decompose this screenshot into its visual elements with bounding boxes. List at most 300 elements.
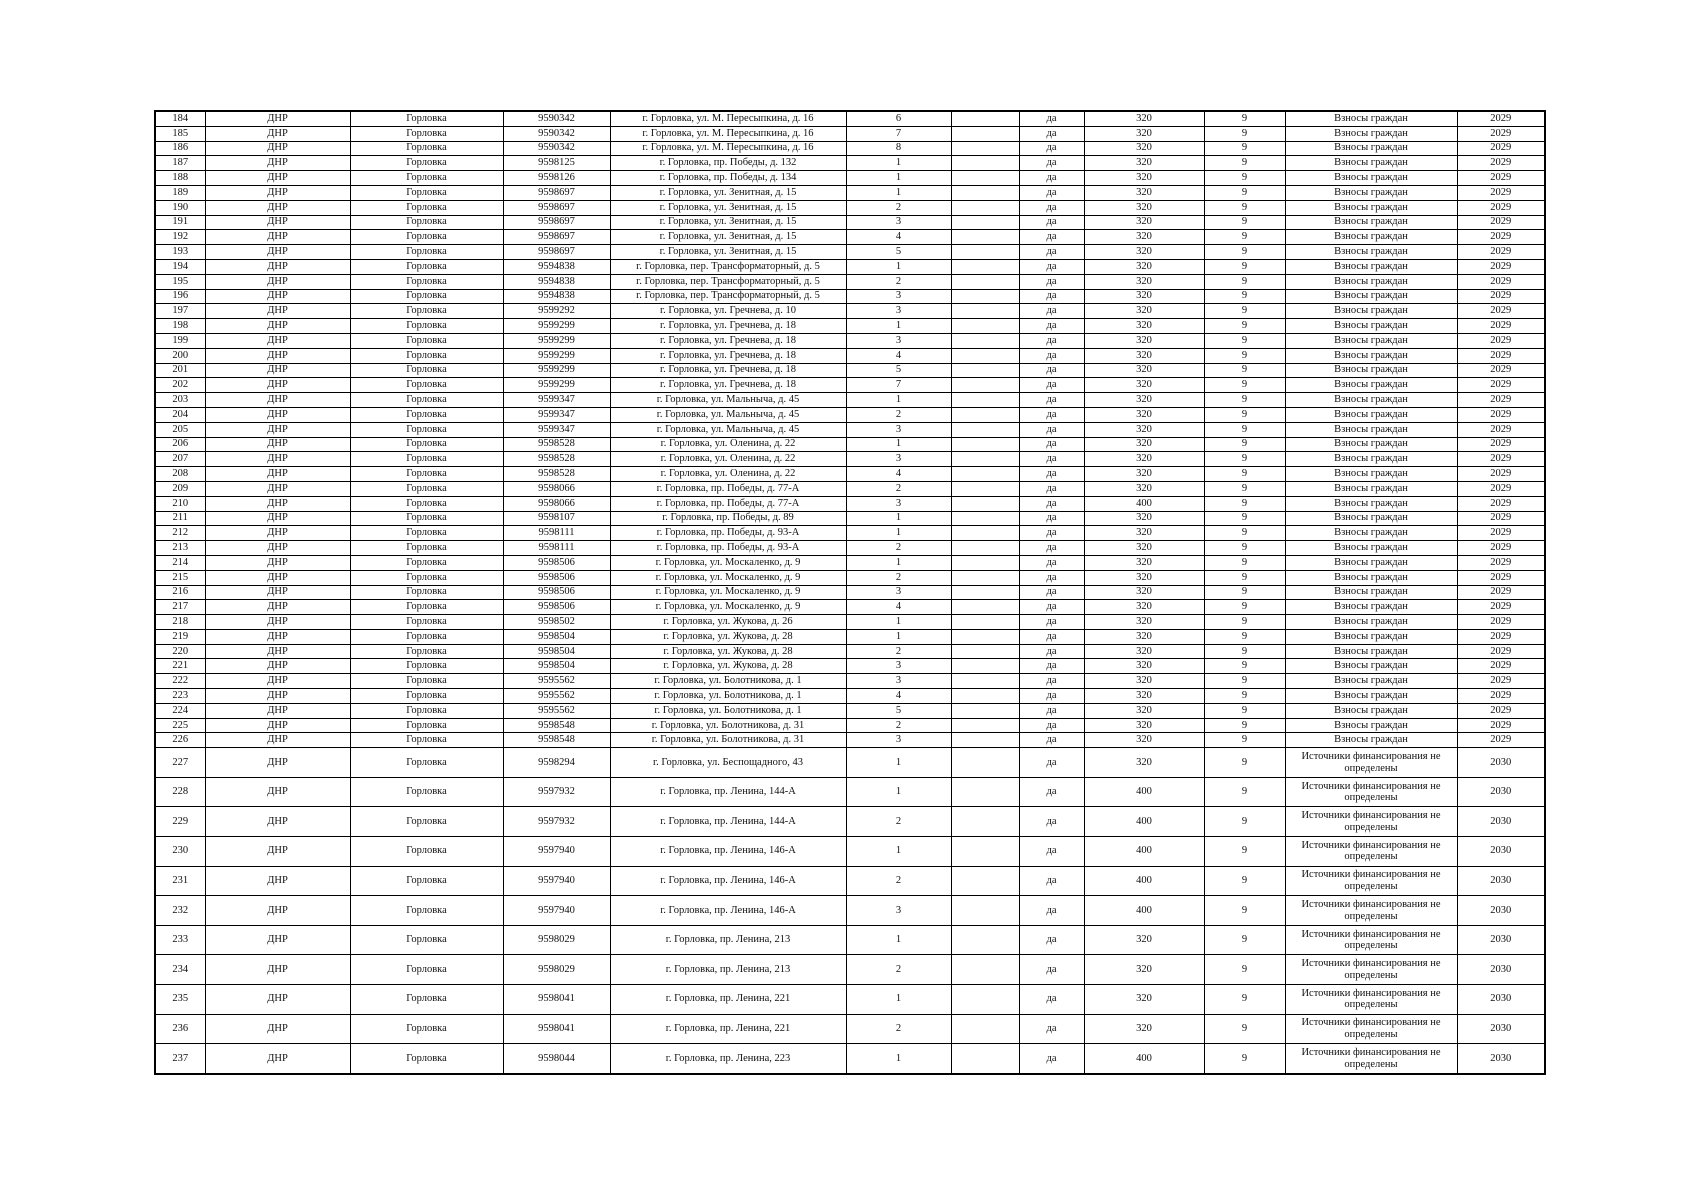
row-number-cell: 220 xyxy=(155,644,205,659)
funding-source-cell: Источники финансирования не определены xyxy=(1285,985,1457,1015)
object-code-cell: 9599292 xyxy=(503,304,610,319)
city-cell: Горловка xyxy=(350,585,503,600)
city-cell: Горловка xyxy=(350,333,503,348)
row-number-cell: 186 xyxy=(155,141,205,156)
year-cell: 2029 xyxy=(1457,526,1545,541)
row-number-cell: 189 xyxy=(155,185,205,200)
object-code-cell: 9599299 xyxy=(503,363,610,378)
flag-cell: да xyxy=(1019,718,1084,733)
entrance-cell: 5 xyxy=(846,245,951,260)
funding-source-cell: Взносы граждан xyxy=(1285,541,1457,556)
flag-cell: да xyxy=(1019,437,1084,452)
flag-cell: да xyxy=(1019,333,1084,348)
blank-cell-cell xyxy=(951,437,1019,452)
region-cell: ДНР xyxy=(205,925,350,955)
flag-cell: да xyxy=(1019,496,1084,511)
value-cell: 320 xyxy=(1084,156,1204,171)
city-cell: Горловка xyxy=(350,437,503,452)
value-cell: 320 xyxy=(1084,230,1204,245)
funding-source-cell: Взносы граждан xyxy=(1285,200,1457,215)
table-row xyxy=(155,126,1545,141)
year-cell: 2029 xyxy=(1457,629,1545,644)
address-cell: г. Горловка, пер. Трансформаторный, д. 5 xyxy=(610,289,846,304)
object-code-cell: 9598697 xyxy=(503,245,610,260)
region-cell: ДНР xyxy=(205,718,350,733)
floors-cell: 9 xyxy=(1204,1044,1285,1074)
flag-cell: да xyxy=(1019,481,1084,496)
table-row xyxy=(155,156,1545,171)
flag-cell: да xyxy=(1019,570,1084,585)
address-cell: г. Горловка, ул. Мальныча, д. 45 xyxy=(610,393,846,408)
floors-cell: 9 xyxy=(1204,407,1285,422)
flag-cell: да xyxy=(1019,925,1084,955)
address-cell: г. Горловка, пр. Ленина, 221 xyxy=(610,985,846,1015)
entrance-cell: 1 xyxy=(846,837,951,867)
entrance-cell: 1 xyxy=(846,555,951,570)
flag-cell: да xyxy=(1019,363,1084,378)
address-cell: г. Горловка, ул. Зенитная, д. 15 xyxy=(610,185,846,200)
blank-cell-cell xyxy=(951,496,1019,511)
object-code-cell: 9598528 xyxy=(503,452,610,467)
table-row xyxy=(155,1044,1545,1074)
floors-cell: 9 xyxy=(1204,629,1285,644)
table-row xyxy=(155,955,1545,985)
blank-cell-cell xyxy=(951,674,1019,689)
blank-cell-cell xyxy=(951,526,1019,541)
entrance-cell: 1 xyxy=(846,511,951,526)
row-number-cell: 212 xyxy=(155,526,205,541)
funding-source-cell: Взносы граждан xyxy=(1285,245,1457,260)
year-cell: 2029 xyxy=(1457,555,1545,570)
object-code-cell: 9597932 xyxy=(503,807,610,837)
funding-source-cell: Взносы граждан xyxy=(1285,333,1457,348)
value-cell: 400 xyxy=(1084,807,1204,837)
floors-cell: 9 xyxy=(1204,304,1285,319)
table-row xyxy=(155,985,1545,1015)
funding-source-cell: Взносы граждан xyxy=(1285,422,1457,437)
value-cell: 320 xyxy=(1084,644,1204,659)
row-number-cell: 195 xyxy=(155,274,205,289)
flag-cell: да xyxy=(1019,644,1084,659)
address-cell: г. Горловка, ул. Мальныча, д. 45 xyxy=(610,422,846,437)
value-cell: 320 xyxy=(1084,733,1204,748)
flag-cell: да xyxy=(1019,511,1084,526)
table-row xyxy=(155,407,1545,422)
floors-cell: 9 xyxy=(1204,659,1285,674)
funding-source-cell: Источники финансирования не определены xyxy=(1285,777,1457,807)
year-cell: 2029 xyxy=(1457,259,1545,274)
entrance-cell: 3 xyxy=(846,215,951,230)
funding-source-cell: Взносы граждан xyxy=(1285,570,1457,585)
address-cell: г. Горловка, пр. Ленина, 146-А xyxy=(610,866,846,896)
register-table xyxy=(154,110,1546,1075)
funding-source-cell: Взносы граждан xyxy=(1285,437,1457,452)
value-cell: 320 xyxy=(1084,452,1204,467)
table-row xyxy=(155,570,1545,585)
year-cell: 2030 xyxy=(1457,748,1545,778)
table-row xyxy=(155,437,1545,452)
region-cell: ДНР xyxy=(205,689,350,704)
funding-source-cell: Взносы граждан xyxy=(1285,511,1457,526)
funding-source-cell: Взносы граждан xyxy=(1285,526,1457,541)
address-cell: г. Горловка, пр. Победы, д. 93-А xyxy=(610,541,846,556)
table-row xyxy=(155,600,1545,615)
address-cell: г. Горловка, ул. Оленина, д. 22 xyxy=(610,467,846,482)
blank-cell-cell xyxy=(951,407,1019,422)
address-cell: г. Горловка, пр. Ленина, 146-А xyxy=(610,837,846,867)
table-row xyxy=(155,304,1545,319)
address-cell: г. Горловка, пр. Ленина, 213 xyxy=(610,925,846,955)
flag-cell: да xyxy=(1019,733,1084,748)
region-cell: ДНР xyxy=(205,215,350,230)
city-cell: Горловка xyxy=(350,896,503,926)
region-cell: ДНР xyxy=(205,896,350,926)
year-cell: 2029 xyxy=(1457,644,1545,659)
address-cell: г. Горловка, ул. Болотникова, д. 1 xyxy=(610,674,846,689)
object-code-cell: 9599299 xyxy=(503,319,610,334)
table-row xyxy=(155,185,1545,200)
entrance-cell: 1 xyxy=(846,156,951,171)
year-cell: 2029 xyxy=(1457,600,1545,615)
flag-cell: да xyxy=(1019,393,1084,408)
floors-cell: 9 xyxy=(1204,215,1285,230)
row-number-cell: 222 xyxy=(155,674,205,689)
object-code-cell: 9595562 xyxy=(503,703,610,718)
value-cell: 320 xyxy=(1084,748,1204,778)
table-row xyxy=(155,837,1545,867)
floors-cell: 9 xyxy=(1204,171,1285,186)
region-cell: ДНР xyxy=(205,407,350,422)
city-cell: Горловка xyxy=(350,555,503,570)
year-cell: 2029 xyxy=(1457,541,1545,556)
blank-cell-cell xyxy=(951,703,1019,718)
value-cell: 320 xyxy=(1084,185,1204,200)
city-cell: Горловка xyxy=(350,141,503,156)
table-row xyxy=(155,896,1545,926)
region-cell: ДНР xyxy=(205,985,350,1015)
floors-cell: 9 xyxy=(1204,896,1285,926)
address-cell: г. Горловка, ул. Оленина, д. 22 xyxy=(610,437,846,452)
city-cell: Горловка xyxy=(350,703,503,718)
object-code-cell: 9598111 xyxy=(503,526,610,541)
blank-cell-cell xyxy=(951,467,1019,482)
flag-cell: да xyxy=(1019,156,1084,171)
funding-source-cell: Взносы граждан xyxy=(1285,452,1457,467)
table-row xyxy=(155,378,1545,393)
row-number-cell: 219 xyxy=(155,629,205,644)
blank-cell-cell xyxy=(951,777,1019,807)
entrance-cell: 3 xyxy=(846,585,951,600)
object-code-cell: 9598506 xyxy=(503,600,610,615)
blank-cell-cell xyxy=(951,511,1019,526)
city-cell: Горловка xyxy=(350,955,503,985)
row-number-cell: 210 xyxy=(155,496,205,511)
address-cell: г. Горловка, пр. Победы, д. 132 xyxy=(610,156,846,171)
address-cell: г. Горловка, ул. Гречнева, д. 18 xyxy=(610,348,846,363)
address-cell: г. Горловка, ул. Жукова, д. 28 xyxy=(610,644,846,659)
address-cell: г. Горловка, ул. Гречнева, д. 18 xyxy=(610,319,846,334)
object-code-cell: 9597940 xyxy=(503,866,610,896)
year-cell: 2029 xyxy=(1457,615,1545,630)
row-number-cell: 237 xyxy=(155,1044,205,1074)
region-cell: ДНР xyxy=(205,259,350,274)
blank-cell-cell xyxy=(951,955,1019,985)
city-cell: Горловка xyxy=(350,230,503,245)
row-number-cell: 214 xyxy=(155,555,205,570)
value-cell: 320 xyxy=(1084,348,1204,363)
floors-cell: 9 xyxy=(1204,837,1285,867)
year-cell: 2030 xyxy=(1457,777,1545,807)
entrance-cell: 1 xyxy=(846,615,951,630)
funding-source-cell: Взносы граждан xyxy=(1285,481,1457,496)
floors-cell: 9 xyxy=(1204,230,1285,245)
entrance-cell: 2 xyxy=(846,1014,951,1044)
table-row xyxy=(155,1014,1545,1044)
region-cell: ДНР xyxy=(205,555,350,570)
floors-cell: 9 xyxy=(1204,156,1285,171)
flag-cell: да xyxy=(1019,348,1084,363)
funding-source-cell: Взносы граждан xyxy=(1285,363,1457,378)
city-cell: Горловка xyxy=(350,304,503,319)
row-number-cell: 221 xyxy=(155,659,205,674)
funding-source-cell: Взносы граждан xyxy=(1285,319,1457,334)
floors-cell: 9 xyxy=(1204,703,1285,718)
floors-cell: 9 xyxy=(1204,1014,1285,1044)
object-code-cell: 9599299 xyxy=(503,333,610,348)
address-cell: г. Горловка, ул. Мальныча, д. 45 xyxy=(610,407,846,422)
floors-cell: 9 xyxy=(1204,437,1285,452)
funding-source-cell: Взносы граждан xyxy=(1285,585,1457,600)
floors-cell: 9 xyxy=(1204,333,1285,348)
blank-cell-cell xyxy=(951,659,1019,674)
funding-source-cell: Источники финансирования не определены xyxy=(1285,1044,1457,1074)
table-row xyxy=(155,644,1545,659)
flag-cell: да xyxy=(1019,807,1084,837)
region-cell: ДНР xyxy=(205,777,350,807)
region-cell: ДНР xyxy=(205,733,350,748)
entrance-cell: 2 xyxy=(846,200,951,215)
flag-cell: да xyxy=(1019,274,1084,289)
region-cell: ДНР xyxy=(205,363,350,378)
row-number-cell: 215 xyxy=(155,570,205,585)
year-cell: 2029 xyxy=(1457,363,1545,378)
funding-source-cell: Взносы граждан xyxy=(1285,674,1457,689)
funding-source-cell: Взносы граждан xyxy=(1285,185,1457,200)
floors-cell: 9 xyxy=(1204,866,1285,896)
address-cell: г. Горловка, ул. Москаленко, д. 9 xyxy=(610,555,846,570)
blank-cell-cell xyxy=(951,200,1019,215)
blank-cell-cell xyxy=(951,245,1019,260)
address-cell: г. Горловка, пр. Ленина, 221 xyxy=(610,1014,846,1044)
table-row xyxy=(155,215,1545,230)
funding-source-cell: Взносы граждан xyxy=(1285,171,1457,186)
blank-cell-cell xyxy=(951,600,1019,615)
blank-cell-cell xyxy=(951,541,1019,556)
region-cell: ДНР xyxy=(205,126,350,141)
city-cell: Горловка xyxy=(350,659,503,674)
funding-source-cell: Взносы граждан xyxy=(1285,600,1457,615)
value-cell: 320 xyxy=(1084,481,1204,496)
entrance-cell: 1 xyxy=(846,393,951,408)
value-cell: 320 xyxy=(1084,615,1204,630)
entrance-cell: 3 xyxy=(846,896,951,926)
row-number-cell: 228 xyxy=(155,777,205,807)
row-number-cell: 185 xyxy=(155,126,205,141)
value-cell: 320 xyxy=(1084,541,1204,556)
row-number-cell: 192 xyxy=(155,230,205,245)
table-row xyxy=(155,333,1545,348)
city-cell: Горловка xyxy=(350,393,503,408)
year-cell: 2030 xyxy=(1457,1044,1545,1074)
address-cell: г. Горловка, пр. Ленина, 146-А xyxy=(610,896,846,926)
year-cell: 2029 xyxy=(1457,289,1545,304)
floors-cell: 9 xyxy=(1204,319,1285,334)
year-cell: 2029 xyxy=(1457,230,1545,245)
object-code-cell: 9594838 xyxy=(503,289,610,304)
address-cell: г. Горловка, ул. Зенитная, д. 15 xyxy=(610,245,846,260)
row-number-cell: 213 xyxy=(155,541,205,556)
value-cell: 320 xyxy=(1084,422,1204,437)
entrance-cell: 3 xyxy=(846,674,951,689)
table-row xyxy=(155,748,1545,778)
entrance-cell: 2 xyxy=(846,644,951,659)
row-number-cell: 217 xyxy=(155,600,205,615)
year-cell: 2029 xyxy=(1457,171,1545,186)
region-cell: ДНР xyxy=(205,644,350,659)
object-code-cell: 9598506 xyxy=(503,585,610,600)
funding-source-cell: Источники финансирования не определены xyxy=(1285,1014,1457,1044)
flag-cell: да xyxy=(1019,200,1084,215)
object-code-cell: 9599299 xyxy=(503,378,610,393)
floors-cell: 9 xyxy=(1204,925,1285,955)
object-code-cell: 9598044 xyxy=(503,1044,610,1074)
region-cell: ДНР xyxy=(205,600,350,615)
floors-cell: 9 xyxy=(1204,807,1285,837)
city-cell: Горловка xyxy=(350,348,503,363)
year-cell: 2029 xyxy=(1457,703,1545,718)
value-cell: 320 xyxy=(1084,674,1204,689)
region-cell: ДНР xyxy=(205,245,350,260)
value-cell: 320 xyxy=(1084,141,1204,156)
year-cell: 2029 xyxy=(1457,674,1545,689)
row-number-cell: 236 xyxy=(155,1014,205,1044)
entrance-cell: 2 xyxy=(846,718,951,733)
funding-source-cell: Взносы граждан xyxy=(1285,467,1457,482)
row-number-cell: 209 xyxy=(155,481,205,496)
year-cell: 2029 xyxy=(1457,585,1545,600)
value-cell: 320 xyxy=(1084,585,1204,600)
object-code-cell: 9598502 xyxy=(503,615,610,630)
region-cell: ДНР xyxy=(205,807,350,837)
region-cell: ДНР xyxy=(205,481,350,496)
funding-source-cell: Взносы граждан xyxy=(1285,733,1457,748)
address-cell: г. Горловка, пр. Победы, д. 77-А xyxy=(610,481,846,496)
object-code-cell: 9598506 xyxy=(503,555,610,570)
funding-source-cell: Взносы граждан xyxy=(1285,659,1457,674)
address-cell: г. Горловка, ул. Болотникова, д. 1 xyxy=(610,689,846,704)
entrance-cell: 2 xyxy=(846,274,951,289)
table-row xyxy=(155,703,1545,718)
value-cell: 320 xyxy=(1084,555,1204,570)
object-code-cell: 9598697 xyxy=(503,200,610,215)
city-cell: Горловка xyxy=(350,541,503,556)
flag-cell: да xyxy=(1019,689,1084,704)
year-cell: 2029 xyxy=(1457,378,1545,393)
city-cell: Горловка xyxy=(350,378,503,393)
region-cell: ДНР xyxy=(205,511,350,526)
row-number-cell: 230 xyxy=(155,837,205,867)
table-row xyxy=(155,689,1545,704)
value-cell: 320 xyxy=(1084,319,1204,334)
region-cell: ДНР xyxy=(205,541,350,556)
city-cell: Горловка xyxy=(350,1044,503,1074)
flag-cell: да xyxy=(1019,467,1084,482)
region-cell: ДНР xyxy=(205,1044,350,1074)
blank-cell-cell xyxy=(951,896,1019,926)
table-row xyxy=(155,496,1545,511)
object-code-cell: 9598697 xyxy=(503,230,610,245)
address-cell: г. Горловка, ул. Зенитная, д. 15 xyxy=(610,200,846,215)
funding-source-cell: Взносы граждан xyxy=(1285,304,1457,319)
value-cell: 320 xyxy=(1084,111,1204,126)
region-cell: ДНР xyxy=(205,467,350,482)
table-row xyxy=(155,807,1545,837)
value-cell: 320 xyxy=(1084,407,1204,422)
floors-cell: 9 xyxy=(1204,644,1285,659)
floors-cell: 9 xyxy=(1204,200,1285,215)
table-row xyxy=(155,526,1545,541)
address-cell: г. Горловка, ул. Жукова, д. 26 xyxy=(610,615,846,630)
table-row xyxy=(155,541,1545,556)
region-cell: ДНР xyxy=(205,1014,350,1044)
year-cell: 2029 xyxy=(1457,393,1545,408)
funding-source-cell: Взносы граждан xyxy=(1285,629,1457,644)
address-cell: г. Горловка, пр. Ленина, 223 xyxy=(610,1044,846,1074)
floors-cell: 9 xyxy=(1204,777,1285,807)
flag-cell: да xyxy=(1019,777,1084,807)
object-code-cell: 9598506 xyxy=(503,570,610,585)
object-code-cell: 9590342 xyxy=(503,126,610,141)
address-cell: г. Горловка, пр. Ленина, 144-А xyxy=(610,807,846,837)
blank-cell-cell xyxy=(951,259,1019,274)
year-cell: 2029 xyxy=(1457,141,1545,156)
value-cell: 320 xyxy=(1084,703,1204,718)
object-code-cell: 9598504 xyxy=(503,629,610,644)
flag-cell: да xyxy=(1019,422,1084,437)
row-number-cell: 232 xyxy=(155,896,205,926)
year-cell: 2029 xyxy=(1457,467,1545,482)
row-number-cell: 231 xyxy=(155,866,205,896)
blank-cell-cell xyxy=(951,866,1019,896)
object-code-cell: 9598126 xyxy=(503,171,610,186)
entrance-cell: 2 xyxy=(846,570,951,585)
city-cell: Горловка xyxy=(350,674,503,689)
city-cell: Горловка xyxy=(350,600,503,615)
value-cell: 320 xyxy=(1084,718,1204,733)
funding-source-cell: Взносы граждан xyxy=(1285,378,1457,393)
table-row xyxy=(155,259,1545,274)
entrance-cell: 2 xyxy=(846,807,951,837)
value-cell: 320 xyxy=(1084,393,1204,408)
address-cell: г. Горловка, пр. Победы, д. 134 xyxy=(610,171,846,186)
row-number-cell: 206 xyxy=(155,437,205,452)
year-cell: 2030 xyxy=(1457,1014,1545,1044)
address-cell: г. Горловка, ул. Москаленко, д. 9 xyxy=(610,570,846,585)
floors-cell: 9 xyxy=(1204,378,1285,393)
row-number-cell: 216 xyxy=(155,585,205,600)
row-number-cell: 224 xyxy=(155,703,205,718)
floors-cell: 9 xyxy=(1204,467,1285,482)
